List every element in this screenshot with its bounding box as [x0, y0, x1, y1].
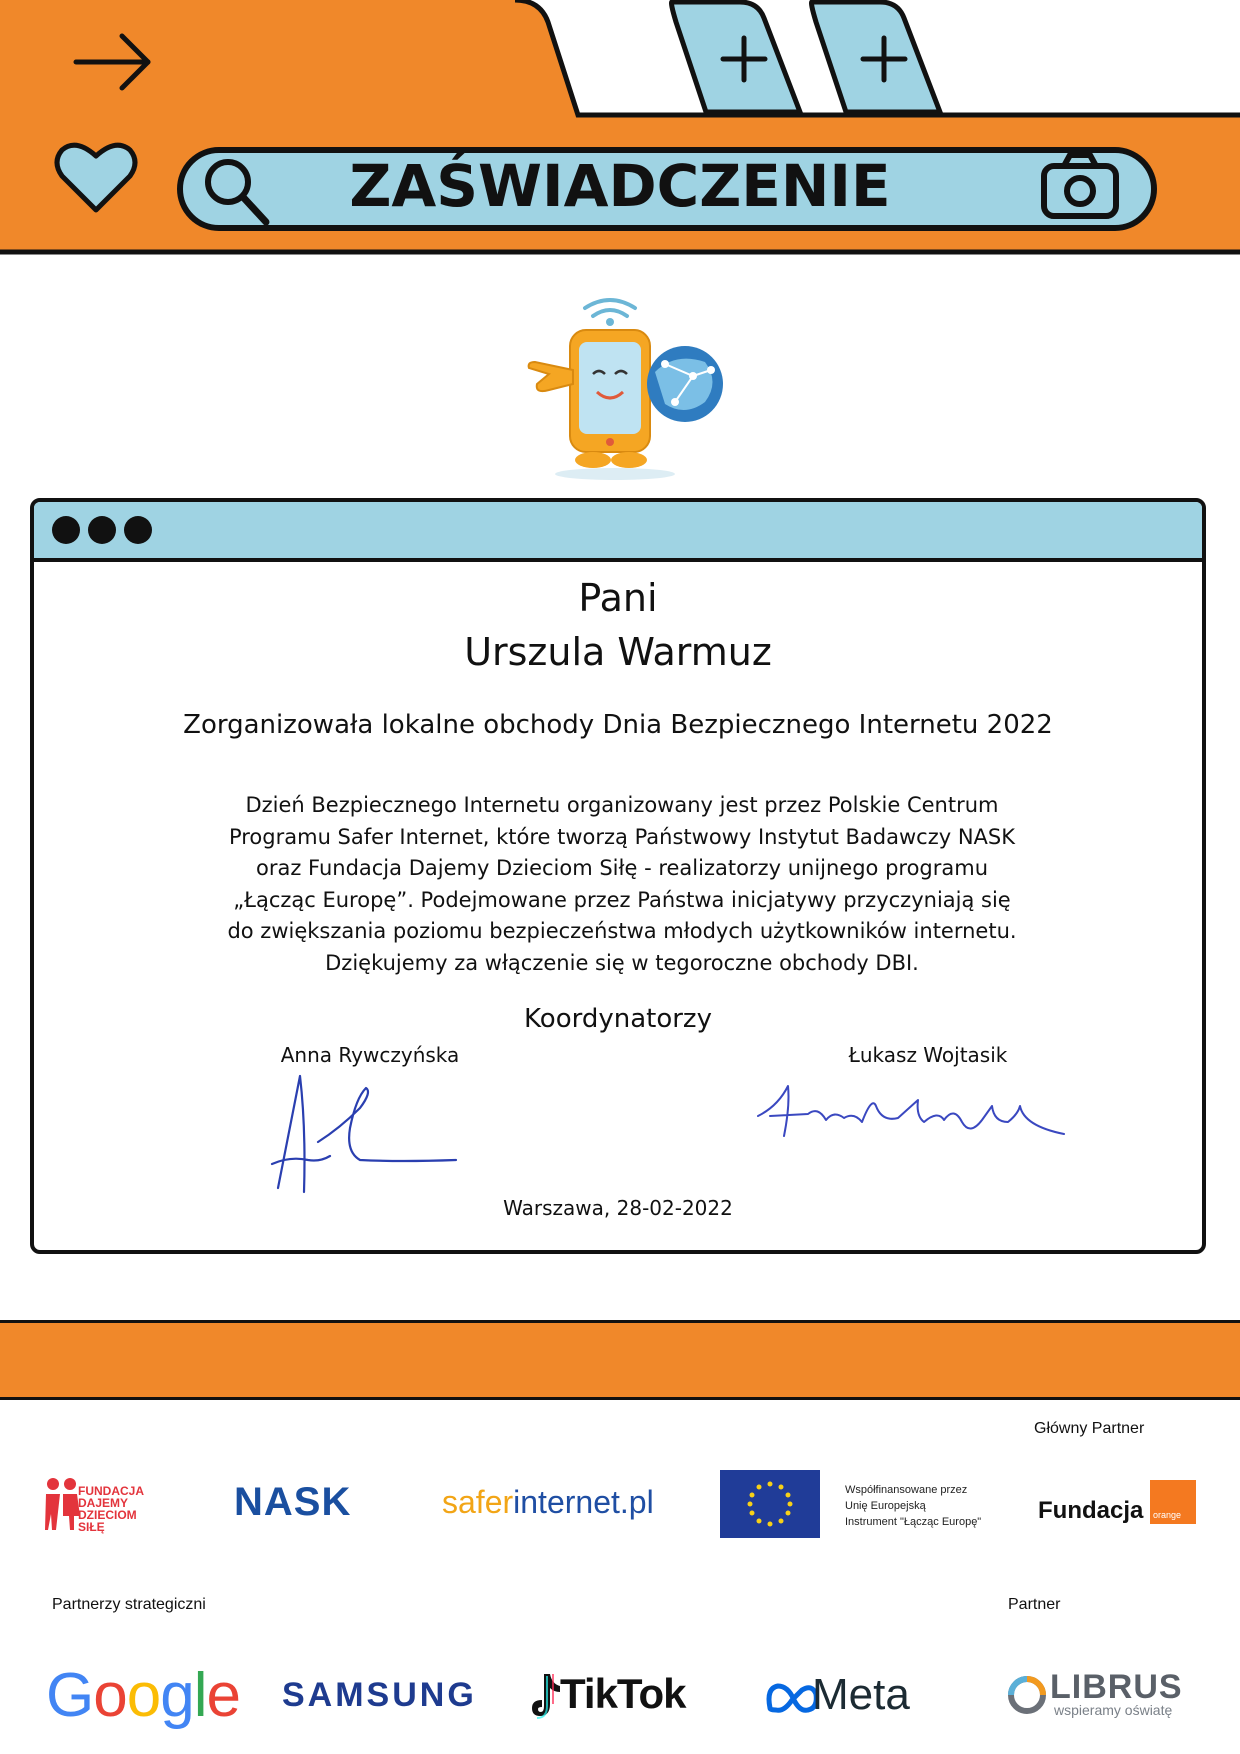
- certificate-header: [0, 0, 1240, 260]
- arrow-right-icon: [70, 30, 154, 94]
- signature-left: [260, 1068, 460, 1198]
- body-line: Dziękujemy za włączenie się w tegoroczne obchody DBI.: [325, 950, 919, 975]
- signature-right: [748, 1076, 1068, 1156]
- phone-mascot-illustration: [515, 292, 730, 482]
- certificate-panel: [30, 498, 1206, 1254]
- body-line: Programu Safer Internet, które tworzą Państwowy Instytut Badawczy NASK: [228, 824, 1016, 849]
- browser-frame-graphic: [0, 0, 1240, 260]
- librus-tagline: wspieramy oświatę: [1054, 1702, 1173, 1718]
- plus-icon: [720, 35, 768, 83]
- logo-tiktok: TikTok: [560, 1670, 686, 1717]
- achievement-statement: Zorganizowała lokalne obchody Dnia Bezpiecznego Internetu 2022: [183, 710, 1053, 740]
- tiktok-note-icon: [528, 1670, 562, 1722]
- partner-label: Partner: [1008, 1596, 1061, 1613]
- coordinators-heading: Koordynatorzy: [524, 1004, 712, 1034]
- window-dot: [52, 516, 80, 544]
- fdds-children-logo-icon: [44, 1476, 80, 1532]
- recipient-name: Urszula Warmuz: [464, 630, 772, 674]
- librus-ring-icon: [1006, 1674, 1048, 1716]
- logo-nask: NASK: [234, 1480, 352, 1524]
- salutation: Pani: [578, 576, 658, 620]
- search-icon: [200, 158, 270, 226]
- certificate-body: [184, 790, 1060, 979]
- main-partner-label: Główny Partner: [1034, 1420, 1145, 1437]
- logo-meta: Meta: [812, 1670, 910, 1719]
- logo-google: Google: [46, 1661, 240, 1730]
- logo-samsung: SAMSUNG: [282, 1676, 477, 1714]
- plus-icon: [860, 35, 908, 83]
- body-line: do zwiększania poziomu bezpieczeństwa młodych użytkowników internetu.: [227, 919, 1017, 943]
- window-dot: [124, 516, 152, 544]
- footer-orange-band: [0, 1320, 1240, 1400]
- heart-icon: [55, 138, 137, 214]
- body-line: Dzień Bezpiecznego Internetu organizowany jest przez Polskie Centrum: [245, 793, 999, 817]
- logo-saferinternet: saferinternet.pl: [442, 1484, 654, 1520]
- signer-name-right: Łukasz Wojtasik: [848, 1043, 1008, 1067]
- logo-fundacja-orange: Fundacja: [1038, 1497, 1144, 1524]
- certificate-title: ZAŚWIADCZENIE: [349, 152, 891, 220]
- body-line: „Łącząc Europę”. Podejmowane przez Państwa inicjatywy przyczyniają się: [233, 887, 1011, 912]
- window-dot: [88, 516, 116, 544]
- place-and-date: Warszawa, 28-02-2022: [503, 1196, 733, 1220]
- eu-cofinancing-note: Współfinansowane przez Unię Europejską Instrument "Łącząc Europę": [845, 1484, 982, 1528]
- signer-name-left: Anna Rywczyńska: [280, 1043, 460, 1067]
- strategic-partners-label: Partnerzy strategiczni: [52, 1596, 206, 1613]
- camera-icon: [1040, 150, 1120, 220]
- eu-flag-icon: [720, 1470, 820, 1538]
- logo-fdds: FUNDACJA DAJEMY DZIECIOM SIŁĘ: [78, 1484, 144, 1534]
- orange-brand-square: orange: [1150, 1480, 1196, 1524]
- logo-librus: LIBRUS: [1050, 1668, 1183, 1706]
- panel-title-bar: [34, 502, 1202, 562]
- body-line: oraz Fundacja Dajemy Dzieciom Siłę - realizatorzy unijnego programu: [255, 856, 989, 880]
